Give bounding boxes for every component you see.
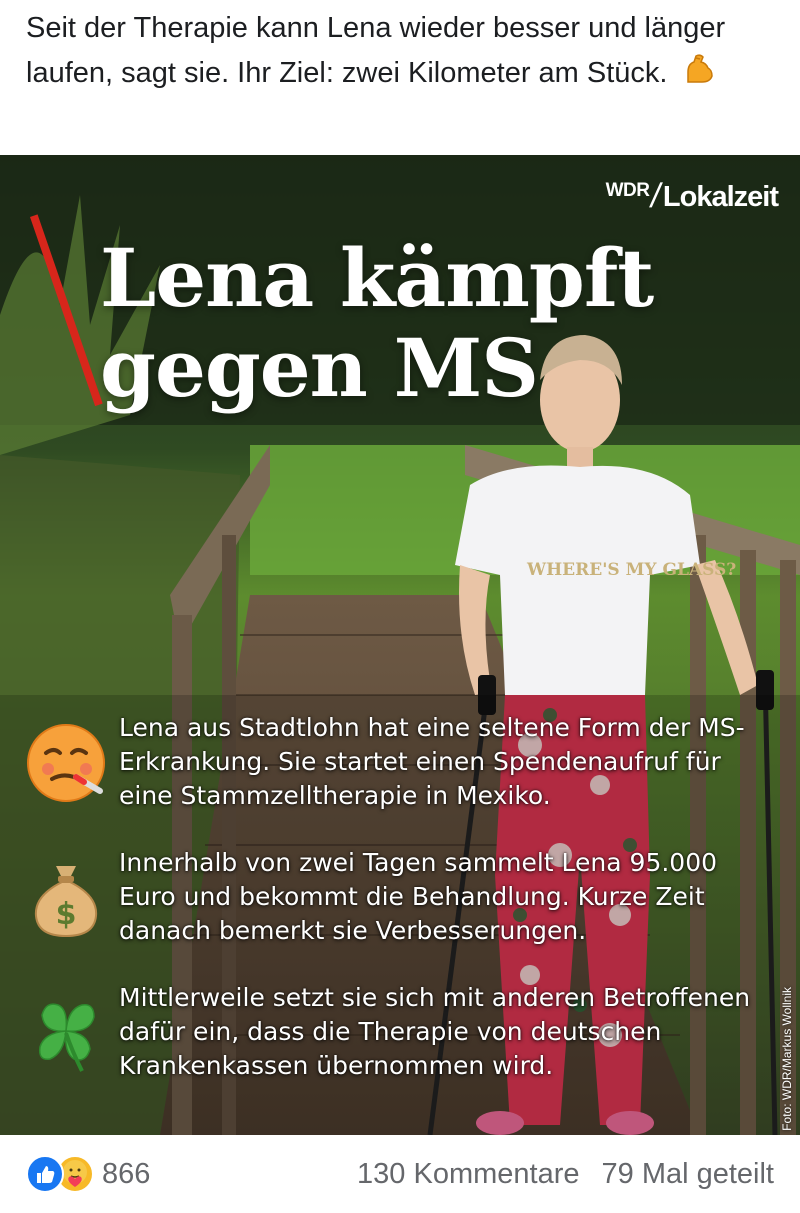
logo-slash: / xyxy=(648,177,665,215)
fact-item xyxy=(24,711,784,831)
shares-count-link[interactable]: 79 Mal geteilt xyxy=(601,1157,774,1190)
wdr-lokalzeit-logo xyxy=(606,177,778,216)
fact-item xyxy=(24,846,784,966)
lokalzeit-logo-text: Lokalzeit xyxy=(662,181,778,213)
wdr-logo-text: WDR xyxy=(605,180,650,201)
post-caption-text: Seit der Therapie kann Lena wieder besser und länger laufen, sagt sie. Ihr Ziel: zwei Kilometer am Stück. xyxy=(26,12,726,89)
fact-text: Mittlerweile setzt sie sich mit anderen Betroffenen dafür ein, dass die Therapie von deutschen Krankenkassen übernommen wird. xyxy=(119,983,751,1080)
post-caption xyxy=(26,6,776,100)
fact-text: Innerhalb von zwei Tagen sammelt Lena 95.000 Euro und bekommt die Behandlung. Kurze Zeit danach bemerkt sie Verbesserungen. xyxy=(119,848,718,945)
money-bag-icon xyxy=(24,856,108,940)
photo-credit: Foto: WDR/Markus Wollnik xyxy=(780,987,794,1131)
headline-line-2: gegen MS xyxy=(100,321,539,415)
flexed-biceps-icon xyxy=(682,52,716,100)
like-icon xyxy=(26,1155,64,1193)
svg-text:$: $ xyxy=(55,897,77,932)
fact-text: Lena aus Stadtlohn hat eine seltene Form der MS-Erkrankung. Sie startet einen Spendenaufruf für eine Stammzelltherapie in Mexiko. xyxy=(119,713,745,810)
image-headline xyxy=(100,233,653,413)
four-leaf-clover-icon xyxy=(24,991,108,1075)
reactions-summary[interactable] xyxy=(26,1155,150,1193)
post-image[interactable] xyxy=(0,155,800,1135)
comments-count-link[interactable]: 130 Kommentare xyxy=(357,1157,580,1190)
post-footer xyxy=(0,1135,800,1213)
fact-item xyxy=(24,981,784,1101)
reaction-count: 866 xyxy=(102,1157,151,1190)
face-with-thermometer-icon xyxy=(24,721,108,805)
headline-line-1: Lena kämpft xyxy=(100,231,654,325)
shirt-print: WHERE'S MY GLASS? xyxy=(527,560,737,580)
